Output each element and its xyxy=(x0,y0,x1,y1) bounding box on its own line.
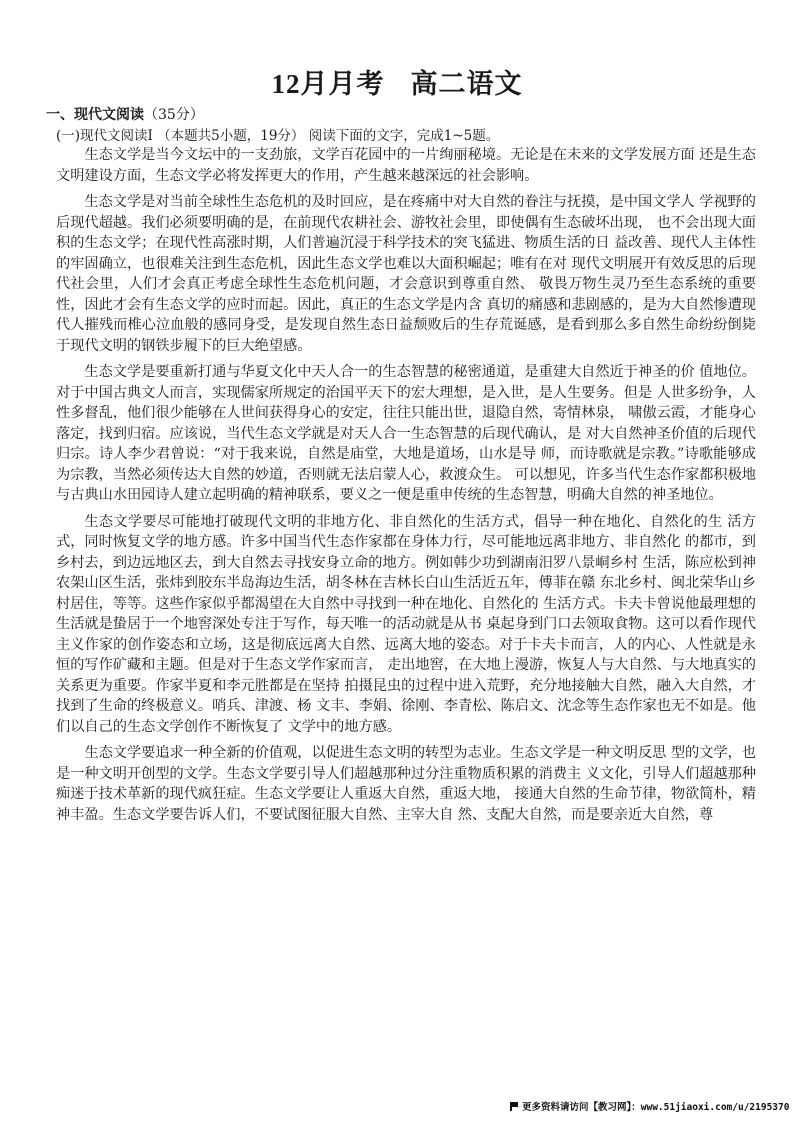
section-heading-score: （35分） xyxy=(144,107,204,123)
title-exam-name: 12月月考 xyxy=(271,69,385,99)
footer-link-text[interactable]: 更多资料请访问【教习网】：www.51jiaoxi.com/u/2195370 xyxy=(522,1102,790,1113)
footer-watermark[interactable] xyxy=(510,1099,789,1113)
page-title xyxy=(0,62,794,101)
section-heading xyxy=(46,104,204,124)
paragraph-1: 生态文学是当今文坛中的一支劲旅，文学百花园中的一片绚丽秘境。无论是在未来的文学发展方面 还是生态文明建设方面，生态文学必将发挥更大的作用，产生越来越深远的社会影响。 xyxy=(56,147,756,184)
paragraph-2: 生态文学是对当前全球性生态危机的及时回应，是在疼痛中对大自然的眷注与抚摸，是中国文学人 学视野的后现代超越。我们必须要明确的是，在前现代农耕社会、游牧社会里，即使偶有生态破坏出现， 也不会出现大面积的生态文学；在现代性高涨时期，人们普遍沉浸于科学技术的突飞猛进、物质生活的日 益改善、现代人主体性的牢固确立，也很难关注到生态危机，因此生态文学也难以大面积崛起；唯有在对 现代文明展开有效反思的后现代社会里，人们才会真正考虑全球性生态危机问题，才会意识到尊重自然、 敬畏万物生灵乃至生态系统的重要性，因此才会有生态文学的应时而起。因此，真正的生态文学是内含 真切的痛感和悲剧感的，是为大自然惨遭现代人摧残而椎心泣血般的感同身受，是发现自然生态日益颓败后的生存荒诞感，是看到那么多自然生命纷纷倒毙于现代文明的钢铁步履下的巨大绝望感。 xyxy=(56,194,756,354)
flag-icon xyxy=(510,1102,518,1111)
title-subject: 高二语文 xyxy=(410,69,523,99)
article-body xyxy=(56,145,756,831)
paragraph-3: 生态文学是要重新打通与华夏文化中天人合一的生态智慧的秘密通道，是重建大自然近于神圣的价 值地位。对于中国古典文人而言，实现儒家所规定的治国平天下的宏大理想，是入世，是人生要务。但是 人世多纷争，人性多督乱，他们很少能够在人世间获得身心的安定，往往只能出世，退隐自然，寄情林泉， 啸傲云霞，才能身心落定，找到归宿。应该说，当代生态文学就是对天人合一生态智慧的后现代确认，是 对大自然神圣价值的后现代归宗。诗人李少君曾说：“对于我来说，自然是庙堂，大地是道场，山水是导 师，而诗歌就是宗教。”诗歌能够成为宗教，当然必须传达大自然的妙道，否则就无法启蒙人心，救渡众生。 可以想见，许多当代生态作家都积极地与古典山水田园诗人建立起明确的精神联系，要义之一便是重申传统的生态智慧，明确大自然的神圣地位。 xyxy=(56,364,756,503)
reading-instructions: (一)现代文阅读Ⅰ （本题共5小题，19分） 阅读下面的文字，完成1~5题。 xyxy=(56,128,500,144)
section-heading-label: 一、现代文阅读 xyxy=(46,107,144,123)
paragraph-4: 生态文学要尽可能地打破现代文明的非地方化、非自然化的生活方式，倡导一种在地化、自然化的生 活方式，同时恢复文学的地方感。许多中国当代生态作家都在身体力行，尽可能地远离非地方、非自然化 的都市，到乡村去，到边远地区去，到大自然去寻找安身立命的地方。例如韩少功到湖南汨罗八景峒乡村 生活，陈应松到神农架山区生活，张炜到胶东半岛海边生活，胡冬林在吉林长白山生活近五年，傅菲在赣 东北乡村、闽北荣华山乡村居住，等等。这些作家似乎都渴望在大自然中寻找到一种在地化、自然化的 生活方式。卡夫卡曾说他最理想的生活就是蛰居于一个地窖深处专注于写作，每天唯一的活动就是从书 桌起身到门口去领取食物。这可以看作现代主义作家的创作姿态和立场，这是彻底远离大自然、远离大地的姿态。对于卡夫卡而言，人的内心、人性就是永恒的写作矿藏和主题。但是对于生态文学作家而言， 走出地窖，在大地上漫游，恢复人与大自然、与大地真实的关系更为重要。作家半夏和李元胜都是在坚持 拍摄昆虫的过程中进入荒野，充分地接触大自然，融入大自然，才找到了生命的终极意义。哨兵、津渡、杨 文丰、李娟、徐刚、李青松、陈启文、沈念等生态作家也无不如是。他们以自己的生态文学创作不断恢复了 文学中的地方感。 xyxy=(56,513,756,735)
paragraph-5: 生态文学要追求一种全新的价值观，以促进生态文明的转型为志业。生态文学是一种文明反思 型的文学，也是一种文明开创型的文学。生态文学要引导人们超越那种过分注重物质积累的消费主 义文化，引导人们超越那种痴迷于技术革新的现代疯狂症。生态文学要让人重返大自然，重返大地， 接通大自然的生命节律，物欲简朴，精神丰盈。生态文学要告诉人们，不要试图征服大自然、主宰大自 然、支配大自然，而是要亲近大自然，尊 xyxy=(56,745,756,823)
